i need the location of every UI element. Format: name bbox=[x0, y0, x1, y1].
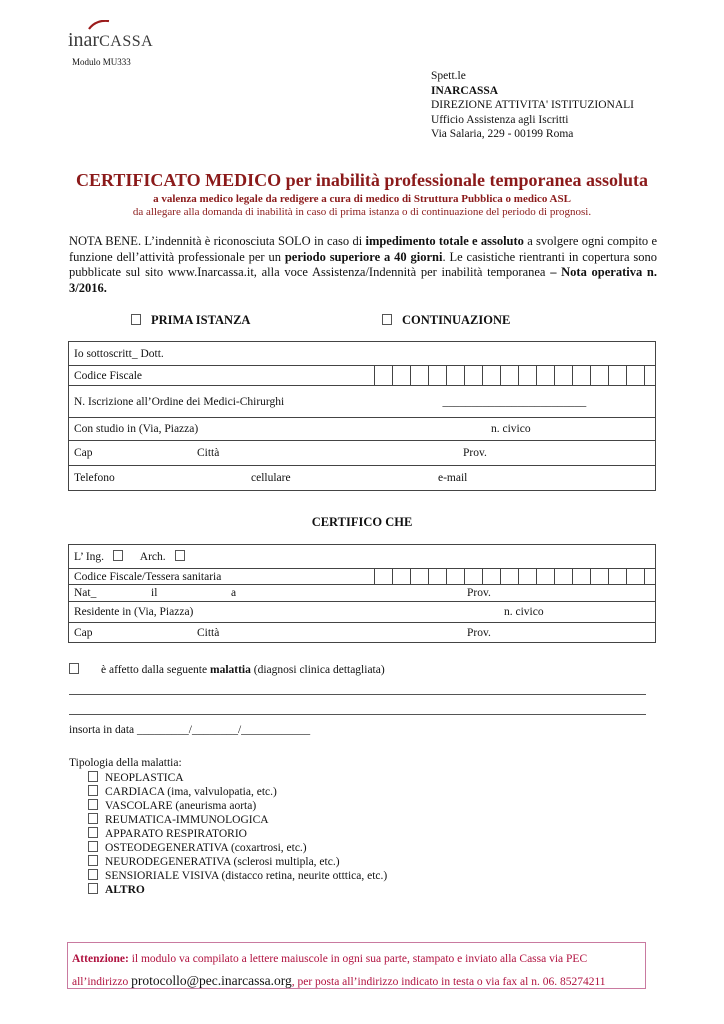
doctor-registration-label: N. Iscrizione all’Ordine dei Medici-Chirurghi bbox=[74, 395, 285, 408]
malattia-statement bbox=[69, 663, 385, 676]
document-subtitle-1: a valenza medico legale da redigere a cura di medico di Struttura Pubblica o medico ASL bbox=[153, 193, 571, 205]
recipient-line-1: Spett.le bbox=[431, 70, 466, 82]
doctor-name-label: Io sottoscritt_ Dott. bbox=[74, 347, 164, 360]
checkbox-icon[interactable] bbox=[69, 663, 79, 674]
disease-type-list bbox=[88, 771, 387, 897]
attention-text bbox=[72, 948, 606, 993]
patient-fiscal-code-label: Codice Fiscale/Tessera sanitaria bbox=[74, 570, 222, 583]
place-label: a bbox=[231, 587, 237, 599]
doctor-fiscal-code-field[interactable] bbox=[69, 366, 656, 386]
logo-word-a: inar bbox=[68, 29, 100, 51]
form-code: Modulo MU333 bbox=[72, 57, 131, 67]
residence-city-label: Città bbox=[197, 626, 220, 639]
attention-label: Attenzione: bbox=[72, 953, 129, 965]
nota-bold-2: periodo superiore a 40 giorni bbox=[284, 249, 443, 264]
option-prima-istanza[interactable] bbox=[131, 313, 250, 328]
list-item[interactable] bbox=[88, 869, 387, 883]
disease-type-label: REUMATICA-IMMUNOLOGICA bbox=[105, 814, 269, 826]
table-row bbox=[69, 366, 656, 386]
pec-address-link[interactable]: protocollo@pec.inarcassa.org bbox=[131, 973, 292, 988]
checkbox-icon[interactable] bbox=[175, 550, 185, 561]
checkbox-icon[interactable] bbox=[88, 813, 98, 824]
list-item[interactable] bbox=[88, 855, 387, 869]
disease-type-label: NEURODEGENERATIVA (sclerosi multipla, etc.) bbox=[105, 856, 340, 868]
birth-prov-label: Prov. bbox=[467, 587, 491, 599]
disease-type-label: APPARATO RESPIRATORIO bbox=[105, 828, 247, 840]
disease-type-label: ALTRO bbox=[105, 884, 145, 896]
logo-wordmark bbox=[68, 30, 153, 50]
table-row bbox=[69, 623, 656, 643]
checkbox-icon[interactable] bbox=[88, 855, 98, 866]
fiscal-code-cells[interactable] bbox=[374, 366, 662, 385]
nota-text-1: NOTA BENE. L’indennità è riconosciuta SOLO in caso di bbox=[69, 234, 366, 248]
table-row bbox=[69, 441, 656, 466]
list-item[interactable] bbox=[88, 785, 387, 799]
onset-date-field[interactable]: insorta in data _________/________/____________ bbox=[69, 724, 311, 736]
disease-type-label: OSTEODEGENERATIVA (coxartrosi, etc.) bbox=[105, 842, 307, 854]
certifico-heading: CERTIFICO CHE bbox=[311, 515, 413, 529]
nota-bold-3: – Nota operativa n. 3/2016. bbox=[69, 265, 658, 295]
doctor-phone-label: Telefono bbox=[74, 472, 115, 484]
list-item[interactable] bbox=[88, 841, 387, 855]
doctor-address-field[interactable] bbox=[69, 418, 656, 441]
table-row bbox=[69, 386, 656, 418]
attention-text-1: il modulo va compilato a lettere maiuscole in ogni sua parte, stampato e inviato alla Cassa via PEC bbox=[128, 953, 588, 965]
checkbox-icon[interactable] bbox=[88, 785, 98, 796]
doctor-city-field[interactable] bbox=[69, 441, 656, 466]
table-row bbox=[69, 569, 656, 585]
attention-box bbox=[67, 942, 646, 989]
list-item[interactable] bbox=[88, 799, 387, 813]
residence-field[interactable] bbox=[69, 602, 656, 623]
doctor-civic-label: n. civico bbox=[491, 423, 531, 435]
inarcassa-logo bbox=[68, 18, 168, 58]
option-continuazione-label: CONTINUAZIONE bbox=[402, 313, 511, 327]
patient-fiscal-code-field[interactable] bbox=[69, 569, 656, 585]
malattia-text-post: (diagnosi clinica dettagliata) bbox=[250, 664, 385, 676]
attention-text-3: , per posta all’indirizzo indicato in testa o via fax al n. 06. 85274211 bbox=[291, 976, 606, 988]
recipient-line-4: Ufficio Assistenza agli Iscritti bbox=[431, 113, 569, 126]
nota-bold-1: impedimento totale e assoluto bbox=[365, 234, 524, 248]
doctor-address-label: Con studio in (Via, Piazza) bbox=[74, 423, 199, 435]
arch-label: Arch. bbox=[139, 551, 166, 563]
malattia-text-pre: è affetto dalla seguente bbox=[101, 664, 210, 676]
diagnosis-line-2[interactable] bbox=[69, 714, 646, 715]
diagnosis-line-1[interactable] bbox=[69, 694, 646, 695]
table-row bbox=[69, 602, 656, 623]
recipient-line-3: DIREZIONE ATTIVITA' ISTITUZIONALI bbox=[431, 99, 634, 111]
list-item[interactable] bbox=[88, 827, 387, 841]
checkbox-icon[interactable] bbox=[88, 799, 98, 810]
checkbox-icon[interactable] bbox=[88, 883, 98, 894]
doctor-contacts-field[interactable] bbox=[69, 466, 656, 491]
attention-line-1 bbox=[72, 948, 606, 970]
checkbox-icon[interactable] bbox=[382, 314, 392, 325]
list-item[interactable] bbox=[88, 771, 387, 785]
recipient-line-2: INARCASSA bbox=[431, 84, 499, 97]
residence-civic-label: n. civico bbox=[504, 606, 544, 618]
table-row bbox=[69, 585, 656, 602]
residence-prov-label: Prov. bbox=[467, 626, 491, 639]
nota-bene-paragraph bbox=[69, 234, 657, 296]
table-row bbox=[69, 418, 656, 441]
disease-type-heading: Tipologia della malattia: bbox=[69, 757, 182, 769]
option-continuazione[interactable] bbox=[382, 313, 510, 328]
document-subtitle-2: da allegare alla domanda di inabilità in caso di prima istanza o di continuazione del periodo di prognosi. bbox=[132, 206, 592, 218]
ing-label: L’ Ing. bbox=[74, 551, 105, 563]
list-item[interactable] bbox=[88, 813, 387, 827]
checkbox-icon[interactable] bbox=[88, 771, 98, 782]
document-title: CERTIFICATO MEDICO per inabilità professionale temporanea assoluta bbox=[75, 170, 649, 190]
doctor-city-label: Città bbox=[197, 447, 220, 459]
born-label: Nat_ bbox=[74, 587, 97, 599]
date-label: il bbox=[151, 587, 158, 599]
attention-line-2 bbox=[72, 970, 606, 993]
doctor-prov-label: Prov. bbox=[463, 447, 487, 459]
checkbox-icon[interactable] bbox=[88, 827, 98, 838]
disease-type-label: VASCOLARE (aneurisma aorta) bbox=[105, 800, 257, 812]
option-prima-label: PRIMA ISTANZA bbox=[151, 313, 251, 327]
birth-field[interactable] bbox=[69, 585, 656, 602]
nota-text-2: a svolgere ogni compito e funzione dell’attività professionale per un bbox=[69, 234, 657, 264]
malattia-text-bold: malattia bbox=[210, 664, 251, 676]
doctor-details-table bbox=[68, 341, 656, 491]
list-item[interactable] bbox=[88, 883, 387, 897]
residence-city-field[interactable] bbox=[69, 623, 656, 643]
logo-word-b: CASSA bbox=[99, 33, 154, 50]
checkbox-icon[interactable] bbox=[113, 550, 123, 561]
doctor-fiscal-code-label: Codice Fiscale bbox=[74, 369, 143, 382]
doctor-name-field[interactable] bbox=[69, 342, 656, 366]
table-row bbox=[69, 466, 656, 491]
checkbox-icon[interactable] bbox=[131, 314, 141, 325]
nota-text-3: . Le casistiche rientranti in copertura sono pubblicate sul sito www.Inarcassa.it, alla voce Assistenza/Indennità per inabilità temporanea bbox=[69, 249, 657, 279]
disease-type-label: CARDIACA (ima, valvulopatia, etc.) bbox=[105, 786, 277, 798]
checkbox-icon[interactable] bbox=[88, 841, 98, 852]
recipient-line-5: Via Salaria, 229 - 00199 Roma bbox=[431, 128, 574, 140]
residence-label: Residente in (Via, Piazza) bbox=[74, 606, 194, 618]
doctor-registration-line: _________________________ bbox=[442, 395, 587, 408]
doctor-email-label: e-mail bbox=[438, 472, 468, 484]
attention-text-2: all’indirizzo bbox=[72, 976, 132, 988]
doctor-registration-field[interactable] bbox=[69, 386, 656, 418]
doctor-mobile-label: cellulare bbox=[251, 472, 291, 484]
table-row bbox=[69, 342, 656, 366]
disease-type-label: SENSIORIALE VISIVA (distacco retina, neurite otttica, etc.) bbox=[105, 870, 388, 882]
patient-details-table bbox=[68, 544, 656, 643]
profession-field bbox=[69, 545, 656, 569]
recipient-address bbox=[431, 69, 634, 142]
doctor-cap-label: Cap bbox=[74, 447, 93, 459]
fiscal-code-cells[interactable] bbox=[374, 569, 662, 584]
residence-cap-label: Cap bbox=[74, 626, 93, 639]
table-row bbox=[69, 545, 656, 569]
checkbox-icon[interactable] bbox=[88, 869, 98, 880]
disease-type-label: NEOPLASTICA bbox=[105, 772, 184, 784]
